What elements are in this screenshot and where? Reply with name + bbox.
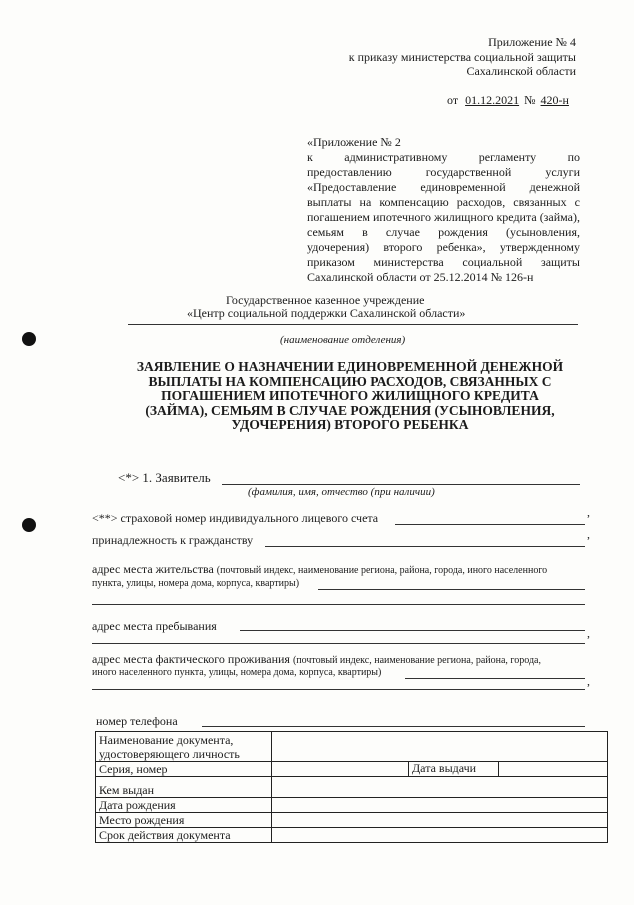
- table-row: [96, 732, 608, 762]
- punch-hole-top: [22, 332, 36, 346]
- table-row: [96, 798, 608, 813]
- residence-field-2[interactable]: [92, 604, 585, 605]
- order-line-2: Сахалинской области: [466, 64, 576, 78]
- order-line-1: к приказу министерства социальной защиты: [348, 50, 576, 64]
- appendix-number: Приложение № 4: [488, 35, 576, 49]
- doc-name-label-a: Наименование документа,: [99, 733, 234, 747]
- series-value[interactable]: [272, 762, 409, 777]
- stay-field-1[interactable]: [240, 630, 585, 631]
- issued-by-label: Кем выдан: [96, 777, 272, 798]
- citizenship-field[interactable]: [265, 546, 585, 547]
- issued-by-value[interactable]: [272, 777, 608, 798]
- residence-label: [92, 562, 547, 578]
- applicant-label: <*> 1. Заявитель: [118, 470, 211, 485]
- issue-date-label: Дата выдачи: [409, 762, 499, 777]
- doc-name-label-b: удостоверяющего личность: [99, 747, 240, 761]
- residence-label-text: адрес места жительства: [92, 562, 214, 576]
- institution-underline: [128, 324, 578, 325]
- doc-name-label: [96, 732, 272, 762]
- appendix2-text: к административному регламенту по предоставлению государственной услуги «Предоставление единовременной денежной выплаты на компенсацию расходов, связанных с погашением ипотечного жилищного кредита (займа), семьям в случае рождения (усыновления, удочерения) второго ребенка», утвержденному приказом министерства социальной защиты Сахалинской области от 25.12.2014 № 126-н: [307, 150, 581, 284]
- appendix2-title: «Приложение № 2: [307, 135, 401, 149]
- citizenship-comma: ,: [587, 527, 590, 541]
- actual-label-text: адрес места фактического проживания: [92, 652, 290, 666]
- institution-caption: (наименование отделения): [280, 334, 406, 346]
- applicant-caption: (фамилия, имя, отчество (при наличии): [248, 486, 435, 498]
- actual-field-1[interactable]: [405, 678, 585, 679]
- series-label: Серия, номер: [96, 762, 272, 777]
- birth-place-value[interactable]: [272, 813, 608, 828]
- birth-date-value[interactable]: [272, 798, 608, 813]
- stay-comma: ,: [587, 626, 590, 640]
- order-number: 420-н: [540, 93, 569, 107]
- institution-line-2: «Центр социальной поддержки Сахалинской области»: [187, 306, 466, 320]
- validity-label: Срок действия документа: [96, 828, 272, 843]
- punch-hole-bottom: [22, 518, 36, 532]
- number-sign: №: [524, 93, 536, 107]
- validity-value[interactable]: [272, 828, 608, 843]
- order-date: 01.12.2021: [465, 93, 520, 107]
- table-row: [96, 828, 608, 843]
- phone-label: номер телефона: [96, 714, 178, 728]
- birth-date-label: Дата рождения: [96, 798, 272, 813]
- stay-label: адрес места пребывания: [92, 619, 217, 633]
- table-row: [96, 762, 608, 777]
- residence-hint-2: пункта, улицы, номера дома, корпуса, квартиры): [92, 578, 300, 589]
- table-row: [96, 813, 608, 828]
- actual-field-2[interactable]: [92, 689, 585, 690]
- snils-field[interactable]: [395, 524, 585, 525]
- snils-label: <**> страховой номер индивидуального лицевого счета: [92, 511, 379, 525]
- doc-name-value[interactable]: [272, 732, 608, 762]
- stay-field-2[interactable]: [92, 643, 585, 644]
- citizenship-label: принадлежность к гражданству: [92, 533, 254, 547]
- identity-document-table: [95, 731, 608, 843]
- document-title: ЗАЯВЛЕНИЕ О НАЗНАЧЕНИИ ЕДИНОВРЕМЕННОЙ ДЕНЕЖНОЙ ВЫПЛАТЫ НА КОМПЕНСАЦИЮ РАСХОДОВ, СВЯЗАННЫХ С ПОГАШЕНИЕМ ИПОТЕЧНОГО ЖИЛИЩНОГО КРЕДИТА (ЗАЙМА), СЕМЬЯМ В СЛУЧАЕ РОЖДЕНИЯ (УСЫНОВЛЕНИЯ, УДОЧЕРЕНИЯ) ВТОРОГО РЕБЕНКА: [136, 359, 564, 432]
- appendix2-block: [307, 135, 580, 285]
- order-date-line: [447, 93, 569, 107]
- issue-date-value[interactable]: [499, 762, 608, 777]
- table-row: [96, 777, 608, 798]
- actual-hint-1: (почтовый индекс, наименование региона, района, города,: [292, 655, 541, 666]
- residence-field-1[interactable]: [318, 589, 585, 590]
- actual-comma: ,: [587, 674, 590, 688]
- actual-hint-2: иного населенного пункта, улицы, номера дома, корпуса, квартиры): [92, 667, 382, 678]
- residence-hint-1: (почтовый индекс, наименование региона, района, города, иного населенного: [216, 565, 548, 576]
- date-prefix: от: [447, 93, 459, 107]
- phone-field[interactable]: [202, 726, 585, 727]
- birth-place-label: Место рождения: [96, 813, 272, 828]
- snils-comma: ,: [587, 505, 590, 519]
- institution-line-1: Государственное казенное учреждение: [226, 293, 425, 307]
